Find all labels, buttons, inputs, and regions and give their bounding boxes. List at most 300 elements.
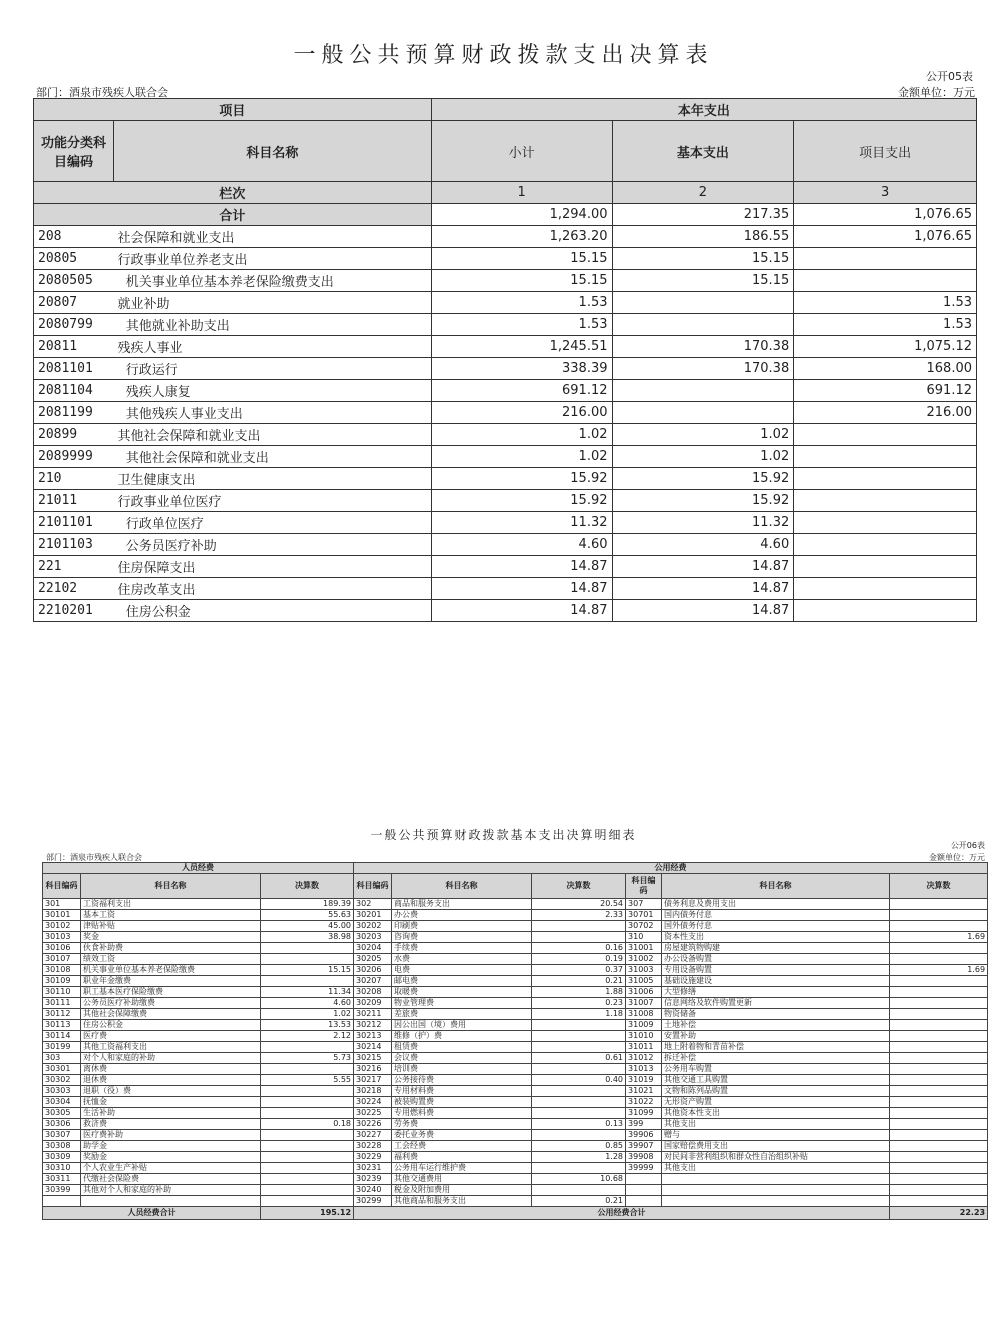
cell-a-name: 公务员医疗补助缴费 (81, 998, 261, 1009)
cell-a-code: 30304 (43, 1097, 81, 1108)
total-subtotal: 1,294.00 (431, 204, 612, 226)
cell-a-name: 其他工资福利支出 (81, 1042, 261, 1053)
cell-c-code: 31009 (626, 1020, 662, 1031)
cell-a-name: 医疗费 (81, 1031, 261, 1042)
cell-c-amount (890, 1196, 988, 1207)
cell-a-amount (261, 1174, 354, 1185)
cell-a-name: 津贴补贴 (81, 921, 261, 932)
cell-a-code: 30110 (43, 987, 81, 998)
cell-a-code: 30301 (43, 1064, 81, 1075)
cell-a-code: 30109 (43, 976, 81, 987)
table-row (43, 1141, 988, 1152)
cell-b-name: 公务接待费 (392, 1075, 532, 1086)
cell-c-amount (890, 1075, 988, 1086)
cell-c-name: 地上附着物和青苗补偿 (662, 1042, 890, 1053)
cell-c-name: 房屋建筑物购建 (662, 943, 890, 954)
row-subtotal: 1,245.51 (431, 336, 612, 358)
cell-c-name: 资本性支出 (662, 932, 890, 943)
table-row (34, 424, 977, 446)
cell-a-code: 30199 (43, 1042, 81, 1053)
cell-b-name: 福利费 (392, 1152, 532, 1163)
cell-a-name: 奖金 (81, 932, 261, 943)
cell-a-amount (261, 1185, 354, 1196)
cell-a-name: 退职（役）费 (81, 1086, 261, 1097)
table-row (43, 1064, 988, 1075)
cell-c-name: 债务利息及费用支出 (662, 899, 890, 910)
row-basic: 11.32 (612, 512, 794, 534)
cell-b-name: 因公出国（境）费用 (392, 1020, 532, 1031)
cell-c-amount: 1.69 (890, 932, 988, 943)
header-name: 科目名称 (113, 121, 431, 182)
cell-a-code: 30307 (43, 1130, 81, 1141)
row-subtotal: 14.87 (431, 578, 612, 600)
cell-c-amount (890, 1108, 988, 1119)
cell-c-code: 31002 (626, 954, 662, 965)
cell-c-name: 公务用车购置 (662, 1064, 890, 1075)
cell-b-amount: 1.18 (532, 1009, 626, 1020)
row-code: 210 (34, 468, 114, 490)
cell-b-code: 30224 (354, 1097, 392, 1108)
cell-b-code: 30213 (354, 1031, 392, 1042)
cell-b-name: 物业管理费 (392, 998, 532, 1009)
row-project (794, 446, 977, 468)
row-code: 2210201 (34, 600, 114, 622)
row-basic: 14.87 (612, 556, 794, 578)
cell-c-name: 文物和陈列品购置 (662, 1086, 890, 1097)
row-project (794, 600, 977, 622)
doc2-foot-personnel-label: 人员经费合计 (43, 1207, 261, 1220)
table-row (43, 943, 988, 954)
cell-c-name (662, 1174, 890, 1185)
row-name: 卫生健康支出 (113, 468, 431, 490)
table-row (34, 556, 977, 578)
cell-a-name: 伙食补助费 (81, 943, 261, 954)
table-row (34, 578, 977, 600)
cell-c-code: 39907 (626, 1141, 662, 1152)
total-basic: 217.35 (612, 204, 794, 226)
cell-a-amount (261, 1064, 354, 1075)
cell-c-amount (890, 1009, 988, 1020)
row-code: 2101103 (34, 534, 114, 556)
cell-a-amount: 11.34 (261, 987, 354, 998)
cell-a-code: 30106 (43, 943, 81, 954)
cell-c-code: 31012 (626, 1053, 662, 1064)
cell-a-code: 30308 (43, 1141, 81, 1152)
row-subtotal: 1.53 (431, 314, 612, 336)
row-code: 2080505 (34, 270, 114, 292)
cell-b-code: 30209 (354, 998, 392, 1009)
cell-b-amount (532, 1086, 626, 1097)
cell-a-code: 30302 (43, 1075, 81, 1086)
row-name: 公务员医疗补助 (113, 534, 431, 556)
cell-b-code: 30205 (354, 954, 392, 965)
cell-c-code: 31003 (626, 965, 662, 976)
cell-a-code: 30306 (43, 1119, 81, 1130)
cell-a-name: 绩效工资 (81, 954, 261, 965)
cell-a-amount: 4.60 (261, 998, 354, 1009)
row-name: 残疾人康复 (113, 380, 431, 402)
row-project (794, 556, 977, 578)
cell-b-name: 商品和服务支出 (392, 899, 532, 910)
row-subtotal: 15.15 (431, 270, 612, 292)
cell-a-name: 基本工资 (81, 910, 261, 921)
cell-a-code: 30310 (43, 1163, 81, 1174)
cell-c-code: 30701 (626, 910, 662, 921)
cell-c-amount (890, 1152, 988, 1163)
table-row (43, 1053, 988, 1064)
cell-a-code: 30112 (43, 1009, 81, 1020)
cell-a-amount: 5.55 (261, 1075, 354, 1086)
cell-b-amount: 0.23 (532, 998, 626, 1009)
cell-a-amount: 55.63 (261, 910, 354, 921)
cell-c-amount (890, 1119, 988, 1130)
doc2-h-amount-a: 决算数 (261, 874, 354, 899)
row-name: 其他就业补助支出 (113, 314, 431, 336)
cell-b-amount: 0.85 (532, 1141, 626, 1152)
cell-a-name: 抚恤金 (81, 1097, 261, 1108)
cell-b-name: 邮电费 (392, 976, 532, 987)
cell-a-amount: 13.53 (261, 1020, 354, 1031)
table-row (43, 954, 988, 965)
cell-a-amount: 38.98 (261, 932, 354, 943)
cell-b-amount (532, 1130, 626, 1141)
row-code: 21011 (34, 490, 114, 512)
cell-b-name: 被装购置费 (392, 1097, 532, 1108)
table-row (34, 380, 977, 402)
row-subtotal: 691.12 (431, 380, 612, 402)
row-project: 168.00 (794, 358, 977, 380)
doc2-h-name-b: 科目名称 (392, 874, 532, 899)
cell-c-code: 31007 (626, 998, 662, 1009)
cell-b-amount: 0.13 (532, 1119, 626, 1130)
cell-c-amount (890, 954, 988, 965)
table-row (43, 976, 988, 987)
table-row (43, 1075, 988, 1086)
cell-c-name: 办公设备购置 (662, 954, 890, 965)
cell-b-name: 其他交通费用 (392, 1174, 532, 1185)
row-basic (612, 380, 794, 402)
cell-b-amount: 0.16 (532, 943, 626, 954)
cell-b-code: 30206 (354, 965, 392, 976)
cell-b-name: 税金及附加费用 (392, 1185, 532, 1196)
cell-b-name: 委托业务费 (392, 1130, 532, 1141)
cell-b-name: 手续费 (392, 943, 532, 954)
cell-c-name: 无形资产购置 (662, 1097, 890, 1108)
row-subtotal: 14.87 (431, 556, 612, 578)
cell-a-amount (261, 1108, 354, 1119)
table-row (34, 446, 977, 468)
cell-b-name: 工会经费 (392, 1141, 532, 1152)
cell-c-name: 国家赔偿费用支出 (662, 1141, 890, 1152)
row-code: 2081199 (34, 402, 114, 424)
cell-a-name: 其他社会保障缴费 (81, 1009, 261, 1020)
cell-c-code: 31099 (626, 1108, 662, 1119)
cell-b-name: 电费 (392, 965, 532, 976)
cell-c-name: 基础设施建设 (662, 976, 890, 987)
cell-b-amount: 10.68 (532, 1174, 626, 1185)
cell-c-code: 31022 (626, 1097, 662, 1108)
cell-b-name: 取暖费 (392, 987, 532, 998)
total-row (34, 204, 977, 226)
row-subtotal: 15.92 (431, 468, 612, 490)
total-label: 合计 (34, 204, 432, 226)
row-subtotal: 1.02 (431, 446, 612, 468)
cell-b-code: 30212 (354, 1020, 392, 1031)
table-row (34, 270, 977, 292)
cell-c-code (626, 1185, 662, 1196)
cell-a-name: 退休费 (81, 1075, 261, 1086)
header-row-1 (34, 99, 977, 121)
doc1-dept: 部门：酒泉市残疾人联合会 (36, 86, 168, 99)
cell-b-code: 30218 (354, 1086, 392, 1097)
cell-a-amount (261, 1130, 354, 1141)
cell-c-amount (890, 1163, 988, 1174)
row-basic: 14.87 (612, 600, 794, 622)
row-project (794, 534, 977, 556)
cell-a-name: 对个人和家庭的补助 (81, 1053, 261, 1064)
total-project: 1,076.65 (794, 204, 977, 226)
row-basic: 170.38 (612, 358, 794, 380)
cell-b-code: 30216 (354, 1064, 392, 1075)
cell-a-code: 30103 (43, 932, 81, 943)
row-basic: 170.38 (612, 336, 794, 358)
cell-c-name (662, 1196, 890, 1207)
header-row-2 (34, 121, 977, 182)
doc1-unit: 金额单位：万元 (898, 86, 975, 99)
cell-a-name: 生活补助 (81, 1108, 261, 1119)
cell-b-amount: 0.19 (532, 954, 626, 965)
cell-b-code: 30203 (354, 932, 392, 943)
table-row (43, 1174, 988, 1185)
cell-b-amount: 0.40 (532, 1075, 626, 1086)
cell-b-name: 劳务费 (392, 1119, 532, 1130)
doc2-table (42, 862, 988, 1220)
cell-c-code: 39999 (626, 1163, 662, 1174)
table-row (43, 1119, 988, 1130)
row-name: 住房改革支出 (113, 578, 431, 600)
row-subtotal: 338.39 (431, 358, 612, 380)
row-project: 1.53 (794, 314, 977, 336)
cell-a-code (43, 1196, 81, 1207)
cell-c-name: 大型修缮 (662, 987, 890, 998)
cell-a-code: 30108 (43, 965, 81, 976)
doc2-header-row-2 (43, 874, 988, 899)
row-name: 住房保障支出 (113, 556, 431, 578)
cell-c-amount: 1.69 (890, 965, 988, 976)
cell-c-amount (890, 1064, 988, 1075)
cell-a-amount: 0.18 (261, 1119, 354, 1130)
table-row (43, 987, 988, 998)
table-row (43, 1086, 988, 1097)
row-code: 2081104 (34, 380, 114, 402)
cell-c-amount (890, 910, 988, 921)
cell-b-code: 30225 (354, 1108, 392, 1119)
row-basic: 15.92 (612, 468, 794, 490)
cell-c-name: 物资储备 (662, 1009, 890, 1020)
cell-a-amount (261, 954, 354, 965)
cell-c-name: 其他资本性支出 (662, 1108, 890, 1119)
cell-a-amount (261, 1042, 354, 1053)
cell-a-name: 职工基本医疗保险缴费 (81, 987, 261, 998)
row-code: 2080799 (34, 314, 114, 336)
cell-a-amount (261, 943, 354, 954)
cell-c-amount (890, 1086, 988, 1097)
doc2-h-code-a: 科目编码 (43, 874, 81, 899)
doc2-h-name-a: 科目名称 (81, 874, 261, 899)
header-code: 功能分类科目编码 (34, 121, 114, 182)
row-name: 行政事业单位医疗 (113, 490, 431, 512)
cell-b-name: 会议费 (392, 1053, 532, 1064)
table-row (34, 336, 977, 358)
cell-a-amount (261, 976, 354, 987)
cell-c-amount (890, 1042, 988, 1053)
cell-b-amount (532, 1020, 626, 1031)
cell-c-amount (890, 1185, 988, 1196)
cell-c-code: 31011 (626, 1042, 662, 1053)
table-row (34, 490, 977, 512)
table-row (43, 1185, 988, 1196)
cell-a-name: 住房公积金 (81, 1020, 261, 1031)
row-name: 就业补助 (113, 292, 431, 314)
cell-b-amount (532, 932, 626, 943)
row-project (794, 248, 977, 270)
cell-c-code: 31005 (626, 976, 662, 987)
cell-c-name: 拆迁补偿 (662, 1053, 890, 1064)
cell-a-code: 30309 (43, 1152, 81, 1163)
row-subtotal: 11.32 (431, 512, 612, 534)
cell-b-code: 30228 (354, 1141, 392, 1152)
cell-a-name: 代缴社会保险费 (81, 1174, 261, 1185)
cell-b-amount (532, 1064, 626, 1075)
cell-a-amount: 1.02 (261, 1009, 354, 1020)
table-row (34, 248, 977, 270)
cell-a-code: 30311 (43, 1174, 81, 1185)
cell-c-name: 专用设备购置 (662, 965, 890, 976)
row-subtotal: 15.92 (431, 490, 612, 512)
row-code: 2081101 (34, 358, 114, 380)
doc2-title: 一般公共预算财政拨款基本支出决算明细表 (370, 828, 637, 842)
cell-b-name: 印刷费 (392, 921, 532, 932)
cell-a-amount (261, 1152, 354, 1163)
cell-c-name: 信息网络及软件购置更新 (662, 998, 890, 1009)
row-subtotal: 14.87 (431, 600, 612, 622)
cell-c-amount (890, 998, 988, 1009)
cell-b-name: 水费 (392, 954, 532, 965)
colno-3: 3 (794, 182, 977, 204)
cell-b-code: 30229 (354, 1152, 392, 1163)
row-project (794, 490, 977, 512)
row-subtotal: 4.60 (431, 534, 612, 556)
row-code: 20811 (34, 336, 114, 358)
header-project: 项目支出 (794, 121, 977, 182)
cell-b-code: 30239 (354, 1174, 392, 1185)
cell-c-name: 国内债务付息 (662, 910, 890, 921)
doc2-header-public: 公用经费 (354, 863, 988, 874)
row-basic: 15.92 (612, 490, 794, 512)
doc2-unit: 金额单位：万元 (929, 853, 985, 862)
row-subtotal: 1.53 (431, 292, 612, 314)
cell-b-amount: 0.61 (532, 1053, 626, 1064)
cell-a-amount (261, 1097, 354, 1108)
table-row (34, 402, 977, 424)
cell-c-code: 39906 (626, 1130, 662, 1141)
cell-a-name: 医疗费补助 (81, 1130, 261, 1141)
cell-a-name: 离休费 (81, 1064, 261, 1075)
row-basic: 4.60 (612, 534, 794, 556)
row-name: 其他残疾人事业支出 (113, 402, 431, 424)
cell-b-name: 咨询费 (392, 932, 532, 943)
cell-b-amount (532, 921, 626, 932)
row-name: 机关事业单位基本养老保险缴费支出 (113, 270, 431, 292)
row-name: 其他社会保障和就业支出 (113, 446, 431, 468)
cell-b-name: 培训费 (392, 1064, 532, 1075)
row-basic: 14.87 (612, 578, 794, 600)
cell-b-code: 30299 (354, 1196, 392, 1207)
header-item: 项目 (34, 99, 432, 121)
cell-b-amount: 0.21 (532, 1196, 626, 1207)
table-row (43, 998, 988, 1009)
cell-b-amount: 2.33 (532, 910, 626, 921)
doc2-foot-public-label: 公用经费合计 (354, 1207, 890, 1220)
cell-a-code: 30303 (43, 1086, 81, 1097)
cell-c-code (626, 1174, 662, 1185)
doc2-h-amount-b: 决算数 (532, 874, 626, 899)
cell-b-code: 30215 (354, 1053, 392, 1064)
cell-a-code: 303 (43, 1053, 81, 1064)
row-name: 行政运行 (113, 358, 431, 380)
cell-b-code: 30217 (354, 1075, 392, 1086)
cell-a-amount: 15.15 (261, 965, 354, 976)
cell-c-code: 31006 (626, 987, 662, 998)
table-row (43, 965, 988, 976)
table-row (43, 932, 988, 943)
table-row (43, 1042, 988, 1053)
doc2-header-row-1 (43, 863, 988, 874)
cell-c-code: 31021 (626, 1086, 662, 1097)
cell-c-name: 赠与 (662, 1130, 890, 1141)
header-current: 本年支出 (431, 99, 976, 121)
cell-b-code: 30204 (354, 943, 392, 954)
row-project (794, 468, 977, 490)
doc2-foot-personnel-value: 195.12 (261, 1207, 354, 1220)
table-row (43, 899, 988, 910)
cell-a-amount: 5.73 (261, 1053, 354, 1064)
cell-c-name: 安置补助 (662, 1031, 890, 1042)
colno-label: 栏次 (34, 182, 432, 204)
doc1-form-no: 公开05表 (926, 70, 973, 83)
cell-c-name: 其他交通工具购置 (662, 1075, 890, 1086)
cell-a-code: 30111 (43, 998, 81, 1009)
cell-c-code: 31008 (626, 1009, 662, 1020)
cell-c-amount (890, 1031, 988, 1042)
cell-b-amount (532, 1097, 626, 1108)
table-row (43, 1097, 988, 1108)
cell-c-code: 310 (626, 932, 662, 943)
row-basic: 1.02 (612, 424, 794, 446)
table-row (34, 600, 977, 622)
table-row (43, 1163, 988, 1174)
cell-b-code: 30231 (354, 1163, 392, 1174)
row-name: 住房公积金 (113, 600, 431, 622)
doc2-h-amount-c: 决算数 (890, 874, 988, 899)
table-row (43, 921, 988, 932)
cell-c-amount (890, 987, 988, 998)
row-subtotal: 15.15 (431, 248, 612, 270)
cell-a-code: 30101 (43, 910, 81, 921)
cell-b-name: 公务用车运行维护费 (392, 1163, 532, 1174)
doc2-h-code-c: 科目编码 (626, 874, 662, 899)
cell-c-amount (890, 1141, 988, 1152)
